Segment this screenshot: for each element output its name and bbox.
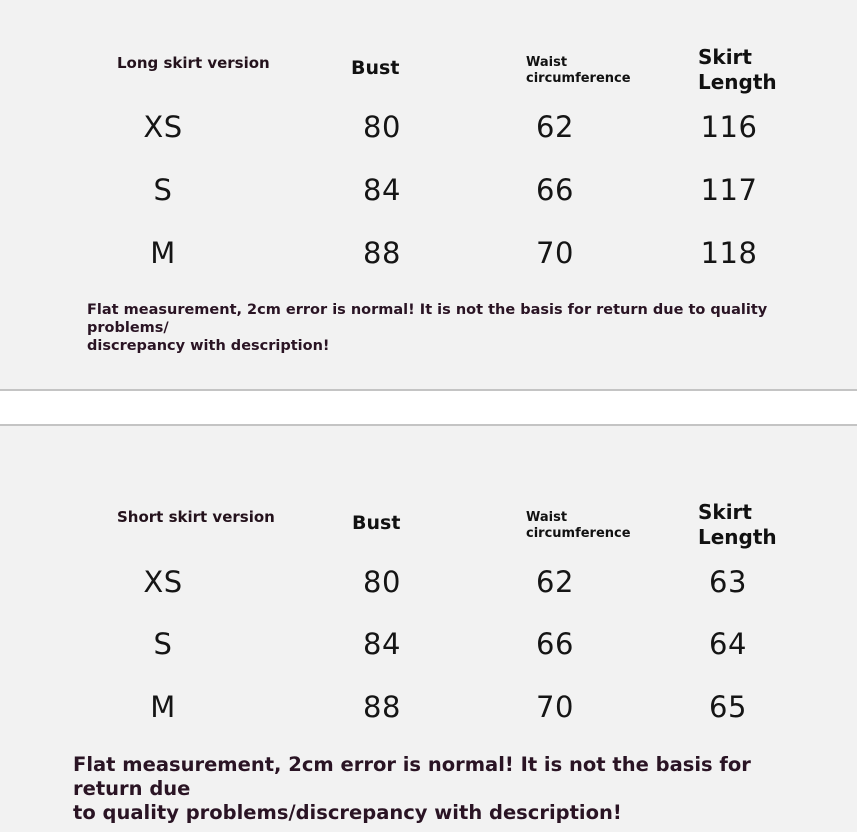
short-row-m-length: 65 bbox=[709, 690, 747, 724]
long-row-m-length: 118 bbox=[700, 236, 758, 270]
short-note-line2: to quality problems/discrepancy with description! bbox=[73, 801, 622, 824]
long-row-xs-length: 116 bbox=[700, 110, 758, 144]
long-header-skirt-line1: Skirt bbox=[698, 45, 752, 69]
short-skirt-size-chart bbox=[0, 426, 857, 832]
long-note-line1: Flat measurement, 2cm error is normal! It is not the basis for return due to quality problems/ bbox=[87, 302, 768, 336]
short-row-xs-bust: 80 bbox=[363, 565, 401, 599]
section-divider bbox=[0, 389, 857, 426]
short-header-waist-line2: circumference bbox=[526, 526, 631, 541]
short-row-m-waist: 70 bbox=[536, 690, 574, 724]
short-row-m-bust: 88 bbox=[363, 690, 401, 724]
short-header-skirt-length bbox=[698, 500, 808, 550]
long-header-skirt-line2: Length bbox=[698, 70, 777, 94]
short-header-waist bbox=[526, 510, 636, 542]
short-row-s-bust: 84 bbox=[363, 627, 401, 661]
long-version-title: Long skirt version bbox=[117, 54, 270, 72]
long-measurement-note bbox=[87, 301, 787, 355]
long-row-m-waist: 70 bbox=[536, 236, 574, 270]
short-header-bust: Bust bbox=[352, 512, 401, 534]
short-note-line1: Flat measurement, 2cm error is normal! It is not the basis for return due bbox=[73, 753, 751, 800]
short-version-title: Short skirt version bbox=[117, 508, 275, 526]
long-row-xs-size: XS bbox=[143, 110, 183, 144]
long-row-s-size: S bbox=[153, 173, 173, 207]
long-row-m-bust: 88 bbox=[363, 236, 401, 270]
short-row-s-length: 64 bbox=[709, 627, 747, 661]
short-row-xs-size: XS bbox=[143, 565, 183, 599]
short-measurement-note bbox=[73, 753, 803, 825]
short-row-s-waist: 66 bbox=[536, 627, 574, 661]
long-header-bust: Bust bbox=[351, 57, 400, 79]
long-row-xs-bust: 80 bbox=[363, 110, 401, 144]
short-row-m-size: M bbox=[150, 690, 176, 724]
long-row-s-length: 117 bbox=[700, 173, 758, 207]
long-row-xs-waist: 62 bbox=[536, 110, 574, 144]
long-row-s-bust: 84 bbox=[363, 173, 401, 207]
short-header-skirt-line1: Skirt bbox=[698, 500, 752, 524]
long-header-waist bbox=[526, 55, 636, 87]
long-header-waist-line2: circumference bbox=[526, 71, 631, 86]
long-row-m-size: M bbox=[150, 236, 176, 270]
short-header-skirt-line2: Length bbox=[698, 525, 777, 549]
short-row-xs-length: 63 bbox=[709, 565, 747, 599]
short-header-waist-line1: Waist bbox=[526, 510, 568, 525]
long-header-waist-line1: Waist bbox=[526, 55, 568, 70]
short-row-s-size: S bbox=[153, 627, 173, 661]
long-row-s-waist: 66 bbox=[536, 173, 574, 207]
long-skirt-size-chart bbox=[0, 0, 857, 390]
long-note-line2: discrepancy with description! bbox=[87, 338, 330, 354]
long-header-skirt-length bbox=[698, 45, 808, 95]
short-row-xs-waist: 62 bbox=[536, 565, 574, 599]
